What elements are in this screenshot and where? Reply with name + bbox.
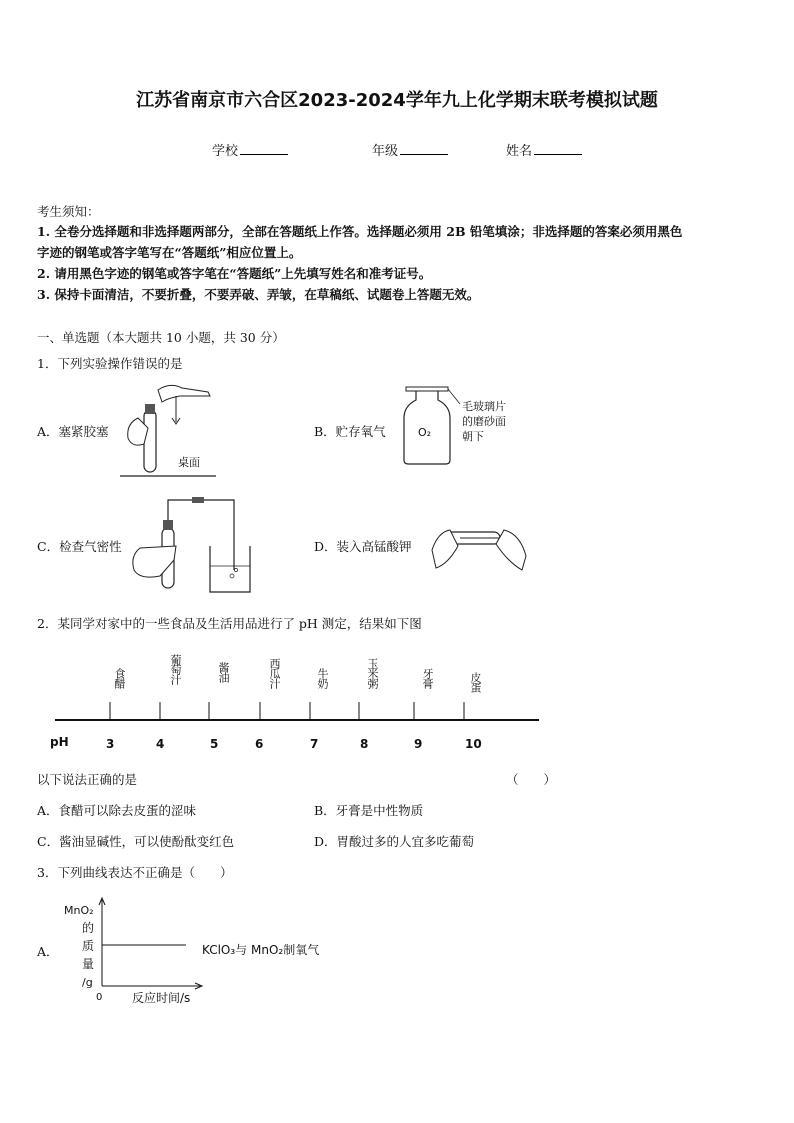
q2-option-c[interactable]: C．酱油显碱性，可以使酚酞变红色: [37, 834, 235, 849]
ph-tick-5: 5: [210, 737, 219, 751]
figure-b-note-line1: 毛玻璃片: [462, 400, 506, 413]
q3-y-label-3: 质: [82, 939, 95, 953]
q3-curve-label: KClO₃与 MnO₂制氧气: [202, 943, 320, 957]
ph-item-preserved-egg: 皮蛋: [469, 672, 482, 692]
name-field[interactable]: [506, 140, 582, 159]
ph-item-watermelon-juice: 西瓜汁: [268, 658, 281, 688]
ph-tick-7: 7: [310, 737, 319, 751]
q3-y-label-4: 量: [82, 957, 95, 971]
q1-option-d[interactable]: D．装入高锰酸钾: [314, 539, 412, 554]
q2-option-b[interactable]: B．牙膏是中性物质: [314, 803, 424, 818]
q3-y-label-5: /g: [82, 976, 93, 989]
ph-tick-3: 3: [106, 737, 115, 751]
figure-b-bottle-label: O₂: [418, 426, 432, 439]
q1-option-b[interactable]: B．贮存氧气: [314, 424, 386, 439]
school-label: 学校: [212, 144, 239, 159]
ph-item-grape-juice: 葡萄汁: [169, 654, 182, 684]
ph-item-milk: 牛奶: [316, 668, 329, 688]
q3-y-label-1: MnO₂: [64, 904, 94, 917]
ph-item-corn-porridge: 玉米粥: [366, 658, 379, 688]
q1-option-c[interactable]: C．检查气密性: [37, 539, 122, 554]
q2-stem: 2．某同学对家中的一些食品及生活用品进行了 pH 测定，结果如下图: [37, 616, 422, 631]
q3-origin: 0: [96, 992, 103, 1003]
q1-stem: 1．下列实验操作错误的是: [37, 356, 183, 371]
q1-option-a[interactable]: A．塞紧胶塞: [37, 424, 109, 439]
q2-option-d[interactable]: D．胃酸过多的人宜多吃葡萄: [314, 834, 475, 849]
q1-figure-a-illustration: [118, 378, 218, 478]
ph-tick-4: 4: [156, 737, 165, 751]
notice-item-2: 2. 请用黑色字迹的钢笔或答字笔在“答题纸”上先填写姓名和准考证号。: [37, 266, 432, 281]
page-title: 江苏省南京市六合区2023-2024学年九上化学期末联考模拟试题: [136, 90, 658, 111]
q3-stem: 3．下列曲线表达不正确是（ ）: [37, 865, 233, 880]
grade-field[interactable]: [372, 140, 448, 159]
school-field[interactable]: [212, 140, 288, 159]
q2-option-a[interactable]: A．食醋可以除去皮蛋的涩味: [37, 803, 197, 818]
section-heading: 一、单选题（本大题共 10 小题，共 30 分）: [37, 330, 285, 345]
ph-axis-label: pH: [50, 735, 69, 749]
q2-prompt: 以下说法正确的是: [37, 772, 138, 787]
ph-tick-6: 6: [255, 737, 264, 751]
grade-label: 年级: [372, 144, 399, 159]
ph-item-soy-sauce: 酱油: [217, 662, 230, 682]
notice-item-3: 3. 保持卡面清洁，不要折叠，不要弄破、弄皱，在草稿纸、试题卷上答题无效。: [37, 287, 480, 302]
figure-b-note-line3: 朝下: [462, 430, 484, 443]
notice-heading: 考生须知：: [37, 204, 100, 219]
notice-item-1a: 1. 全卷分选择题和非选择题两部分，全部在答题纸上作答。选择题必须用 2B 铅笔填涂；非选择题的答案必须用黑色: [37, 224, 683, 239]
q1-figure-d-illustration: [430, 520, 530, 576]
ph-tick-10: 10: [465, 737, 482, 751]
ph-item-vinegar: 食醋: [113, 668, 126, 688]
ph-tick-9: 9: [414, 737, 423, 751]
q3-y-label-2: 的: [82, 921, 95, 935]
q1-figure-c-illustration: [126, 490, 252, 596]
ph-scale: [50, 696, 550, 756]
figure-a-table-label: 桌面: [178, 456, 200, 469]
q1-figure-b-illustration: [396, 382, 526, 472]
name-label: 姓名: [506, 144, 533, 159]
q3-option-a[interactable]: A．: [37, 944, 59, 959]
ph-item-toothpaste: 牙膏: [421, 668, 434, 688]
q2-answer-blank[interactable]: （ ）: [506, 772, 557, 787]
figure-b-note-line2: 的磨砂面: [462, 415, 506, 428]
ph-tick-8: 8: [360, 737, 369, 751]
notice-item-1b: 字迹的钢笔或答字笔写在“答题纸”相应位置上。: [37, 245, 302, 260]
q3-x-label: 反应时间/s: [132, 991, 191, 1005]
q3-figure-a-graph: [60, 896, 360, 1012]
